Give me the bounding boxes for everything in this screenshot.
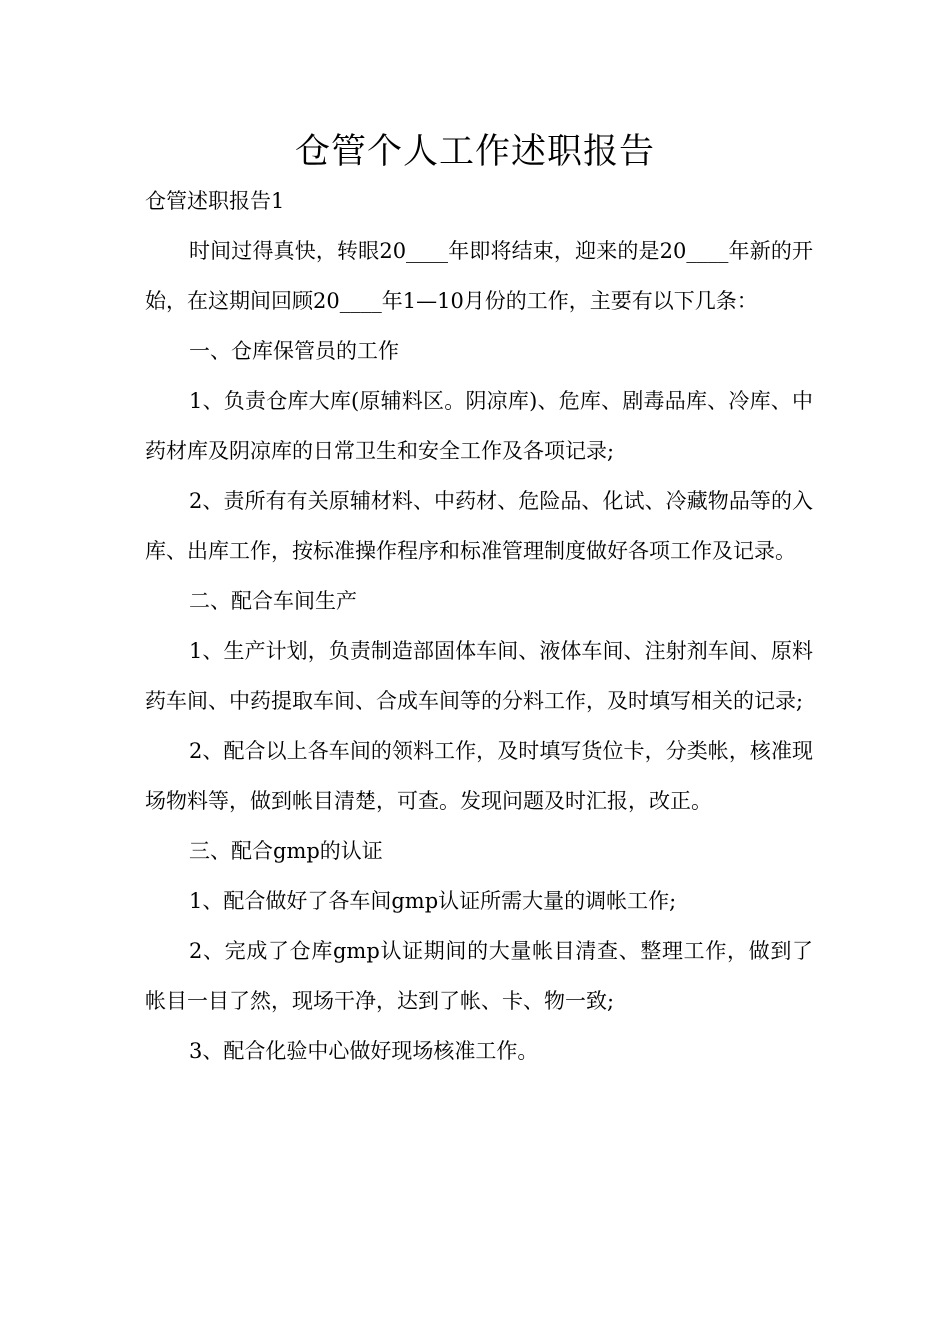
paragraph-item: 1、配合做好了各车间gmp认证所需大量的调帐工作; (189, 889, 677, 913)
document-body (145, 226, 813, 1076)
paragraph-item: 3、配合化验中心做好现场核准工作。 (189, 1039, 539, 1063)
section-heading-warehouse-keeper: 一、仓库保管员的工作 (189, 339, 399, 363)
section-heading-workshop-production: 二、配合车间生产 (189, 589, 357, 613)
document-subtitle: 仓管述职报告1 (145, 189, 285, 213)
paragraph-item: 2、完成了仓库gmp认证期间的大量帐目清查、整理工作，做到了帐目一目了然，现场干净，达到了帐、卡、物一致; (145, 939, 813, 1013)
paragraph-item: 2、责所有有关原辅材料、中药材、危险品、化试、冷藏物品等的入库、出库工作，按标准操作程序和标准管理制度做好各项工作及记录。 (145, 489, 813, 563)
section-heading-gmp-certification: 三、配合gmp的认证 (189, 839, 383, 863)
paragraph-item: 2、配合以上各车间的领料工作，及时填写货位卡，分类帐，核准现场物料等，做到帐目清楚，可查。发现问题及时汇报，改正。 (145, 739, 813, 813)
document-title: 仓管个人工作述职报告 (294, 132, 655, 172)
paragraph-item: 1、负责仓库大库(原辅料区。阴凉库)、危库、剧毒品库、冷库、中药材库及阴凉库的日常卫生和安全工作及各项记录; (145, 389, 813, 463)
paragraph-item: 1、生产计划，负责制造部固体车间、液体车间、注射剂车间、原料药车间、中药提取车间、合成车间等的分料工作，及时填写相关的记录; (145, 639, 813, 713)
paragraph-intro: 时间过得真快，转眼20____年即将结束，迎来的是20____年新的开始，在这期间回顾20____年1—10月份的工作，主要有以下几条： (145, 239, 813, 313)
